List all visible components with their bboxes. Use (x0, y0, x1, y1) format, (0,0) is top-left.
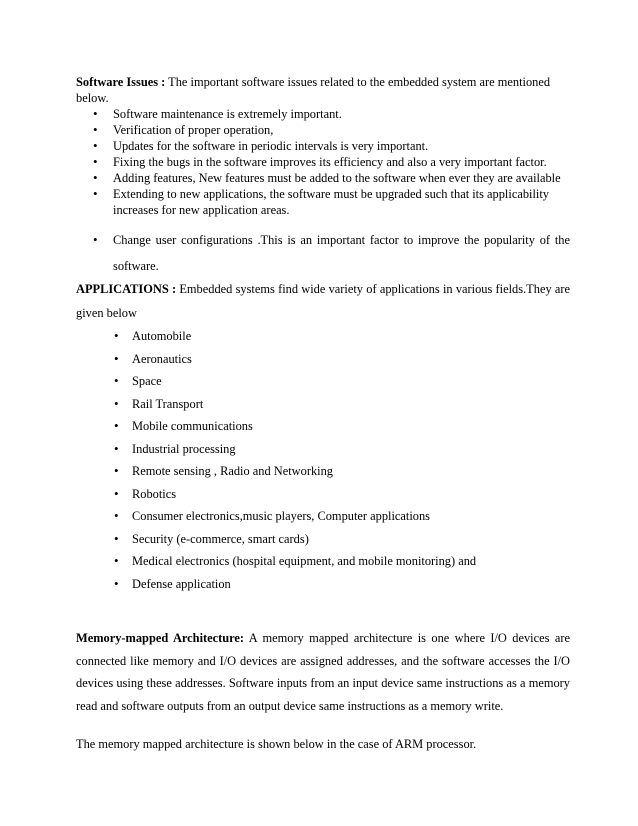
list-item: • Extending to new applications, the software must be upgraded such that its applicability increases for new application areas. (76, 186, 570, 218)
software-issues-intro: The important software issues related to the embedded system are mentioned below. (76, 75, 551, 105)
list-item: • Automobile (76, 325, 570, 348)
memory-mapped-closing: The memory mapped architecture is shown below in the case of ARM processor. (76, 737, 477, 751)
list-item: • Aeronautics (76, 348, 570, 371)
list-item: • Robotics (76, 483, 570, 506)
applications-heading: APPLICATIONS : (76, 282, 177, 296)
software-issues-heading: Software Issues : (76, 75, 166, 89)
list-item: • Fixing the bugs in the software improves its efficiency and also a very important factor. (76, 154, 570, 170)
list-item: • Updates for the software in periodic intervals is very important. (76, 138, 570, 154)
list-item: • Industrial processing (76, 438, 570, 461)
list-item: • Software maintenance is extremely important. (76, 106, 570, 122)
list-item: • Mobile communications (76, 415, 570, 438)
list-item: • Change user configurations .This is an important factor to improve the popularity of the software. (76, 227, 570, 279)
memory-mapped-body: A memory mapped architecture is one where I/O devices are connected like memory and I/O devices are assigned addresses, and the software accesses the I/O devices using these addresses. Software inputs from an input device same instructions as a memory read and software outputs from an output device same instructions as a memory write. (76, 631, 570, 713)
applications-list (76, 325, 570, 595)
list-item: • Medical electronics (hospital equipment, and mobile monitoring) and (76, 550, 570, 573)
list-item: • Rail Transport (76, 393, 570, 416)
list-item: • Verification of proper operation, (76, 122, 570, 138)
memory-mapped-paragraph (76, 627, 570, 717)
document-page (76, 74, 570, 755)
list-item: • Security (e-commerce, smart cards) (76, 528, 570, 551)
list-item: • Defense application (76, 573, 570, 596)
software-issues-paragraph (76, 74, 570, 106)
list-item: • Consumer electronics,music players, Computer applications (76, 505, 570, 528)
list-item: • Remote sensing , Radio and Networking (76, 460, 570, 483)
list-item: • Adding features, New features must be added to the software when ever they are available (76, 170, 570, 186)
applications-intro: Embedded systems find wide variety of applications in various fields.They are given below (76, 282, 571, 320)
memory-mapped-heading: Memory-mapped Architecture: (76, 631, 245, 645)
list-item: • Space (76, 370, 570, 393)
applications-paragraph (76, 277, 570, 325)
software-issues-list (76, 106, 570, 279)
